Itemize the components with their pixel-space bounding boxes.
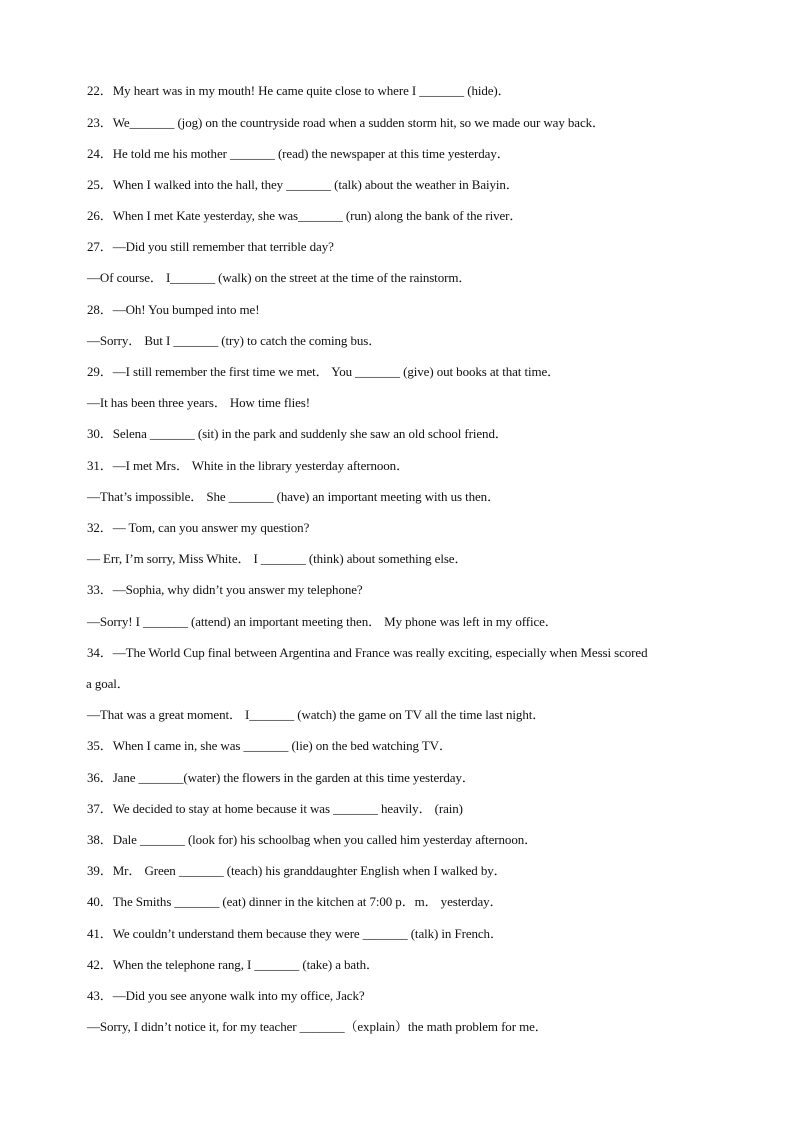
question-26: 26．When I met Kate yesterday, she was_______ (run) along the bank of the river．	[87, 208, 523, 223]
question-34-prompt: 34．—The World Cup final between Argentina and France was really exciting, especially when Messi scored	[87, 645, 648, 660]
question-41: 41．We couldn’t understand them because they were _______ (talk) in French．	[87, 926, 503, 941]
question-29-reply: —It has been three years． How time flies!	[87, 395, 310, 410]
question-24: 24．He told me his mother _______ (read) the newspaper at this time yesterday．	[87, 146, 510, 161]
question-31-reply: —That’s impossible． She _______ (have) an important meeting with us then．	[87, 489, 500, 504]
question-33-reply: —Sorry! I _______ (attend) an important meeting then． My phone was left in my office．	[87, 614, 558, 629]
question-40: 40．The Smiths _______ (eat) dinner in the kitchen at 7:00 p．m． yesterday．	[87, 894, 503, 909]
question-36: 36．Jane _______(water) the flowers in the garden at this time yesterday．	[87, 770, 475, 785]
question-30: 30．Selena _______ (sit) in the park and suddenly she saw an old school friend．	[87, 426, 508, 441]
question-38: 38．Dale _______ (look for) his schoolbag when you called him yesterday afternoon．	[87, 832, 538, 847]
question-29-prompt: 29．—I still remember the first time we met． You _______ (give) out books at that time．	[87, 364, 561, 379]
question-32-reply: — Err, I’m sorry, Miss White． I _______ (think) about something else．	[87, 551, 468, 566]
question-34-prompt-cont: a goal．	[86, 676, 130, 691]
question-43-prompt: 43．—Did you see anyone walk into my office, Jack?	[87, 988, 365, 1003]
question-37: 37．We decided to stay at home because it was _______ heavily． (rain)	[87, 801, 463, 816]
question-43-reply: —Sorry, I didn’t notice it, for my teacher _______（explain）the math problem for me．	[87, 1019, 548, 1034]
question-22: 22．My heart was in my mouth! He came quite close to where I _______ (hide)．	[87, 83, 511, 98]
question-25: 25．When I walked into the hall, they _______ (talk) about the weather in Baiyin．	[87, 177, 519, 192]
question-39: 39．Mr． Green _______ (teach) his granddaughter English when I walked by．	[87, 863, 507, 878]
question-31-prompt: 31．—I met Mrs． White in the library yesterday afternoon．	[87, 458, 409, 473]
question-34-reply: —That was a great moment． I_______ (watch) the game on TV all the time last night．	[87, 707, 546, 722]
question-28-prompt: 28．—Oh! You bumped into me!	[87, 302, 260, 317]
question-28-reply: —Sorry． But I _______ (try) to catch the coming bus．	[87, 333, 382, 348]
question-32-prompt: 32．— Tom, can you answer my question?	[87, 520, 310, 535]
question-23: 23．We_______ (jog) on the countryside road when a sudden storm hit, so we made our way back．	[87, 115, 605, 130]
question-35: 35．When I came in, she was _______ (lie) on the bed watching TV．	[87, 738, 452, 753]
question-42: 42．When the telephone rang, I _______ (take) a bath．	[87, 957, 379, 972]
question-33-prompt: 33．—Sophia, why didn’t you answer my telephone?	[87, 582, 363, 597]
question-27-reply: —Of course． I_______ (walk) on the street at the time of the rainstorm．	[87, 270, 472, 285]
question-27-prompt: 27．—Did you still remember that terrible day?	[87, 239, 334, 254]
